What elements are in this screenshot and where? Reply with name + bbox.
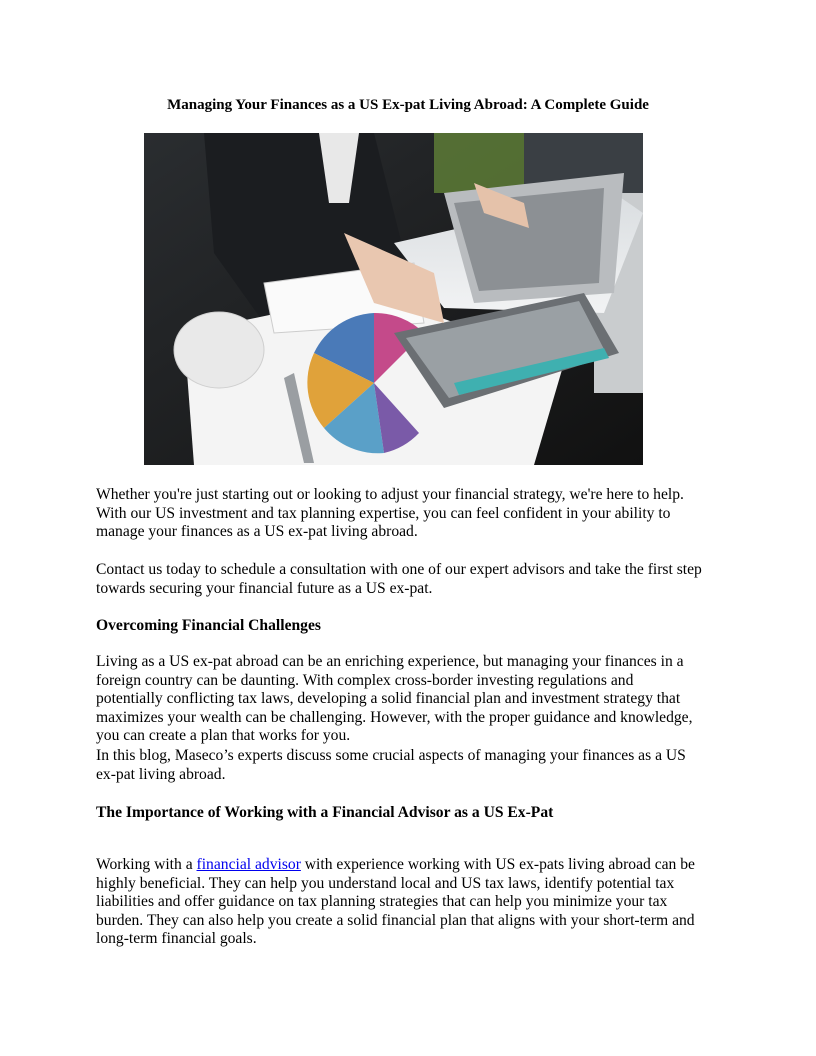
text-line: ex-pat living abroad.: [96, 765, 226, 783]
text-segment: with experience working with US ex-pats living abroad can be: [300, 856, 695, 873]
financial-advisor-link[interactable]: financial advisor: [196, 856, 301, 873]
text-line: liabilities and offer guidance on tax planning strategies that can help you minimize your tax: [96, 893, 668, 911]
text-line: potentially conflicting tax laws, developing a solid financial plan and investment strategy that: [96, 690, 681, 708]
text-line: In this blog, Maseco’s experts discuss some crucial aspects of managing your finances as a US: [96, 747, 686, 764]
text-line: burden. They can also help you create a solid financial plan that aligns with your short-term and: [96, 911, 695, 929]
blog-intro-paragraph: [96, 747, 686, 784]
advisor-paragraph: [96, 856, 695, 949]
text-line: Contact us today to schedule a consultation with one of our expert advisors and take the first step: [96, 561, 702, 578]
text-line: towards securing your financial future as a US ex-pat.: [96, 579, 433, 597]
text-line: With our US investment and tax planning expertise, you can feel confident in your ability to: [96, 504, 671, 522]
text-line: foreign country can be daunting. With complex cross-border investing regulations and: [96, 671, 634, 689]
section-heading-advisor: The Importance of Working with a Financial Advisor as a US Ex-Pat: [96, 804, 554, 821]
text-line: Whether you're just starting out or looking to adjust your financial strategy, we're here to help.: [96, 486, 684, 503]
intro-paragraph: [96, 486, 684, 542]
text-segment: Working with a: [96, 856, 197, 873]
text-line: long-term financial goals.: [96, 930, 257, 948]
document-title: Managing Your Finances as a US Ex-pat Living Abroad: A Complete Guide: [167, 97, 649, 113]
contact-paragraph: [96, 561, 702, 598]
text-line: you can create a plan that works for you.: [96, 727, 351, 745]
text-line: maximizes your wealth can be challenging. However, with the proper guidance and knowledge,: [96, 708, 693, 726]
text-line: Living as a US ex-pat abroad can be an enriching experience, but managing your finances in a: [96, 653, 684, 670]
text-line: [96, 856, 695, 875]
section-heading-challenges: Overcoming Financial Challenges: [96, 617, 321, 634]
text-line: highly beneficial. They can help you understand local and US tax laws, identify potential tax: [96, 874, 675, 892]
text-line: manage your finances as a US ex-pat living abroad.: [96, 523, 418, 541]
challenges-paragraph: [96, 653, 693, 746]
office-desk-photo: [144, 133, 643, 465]
